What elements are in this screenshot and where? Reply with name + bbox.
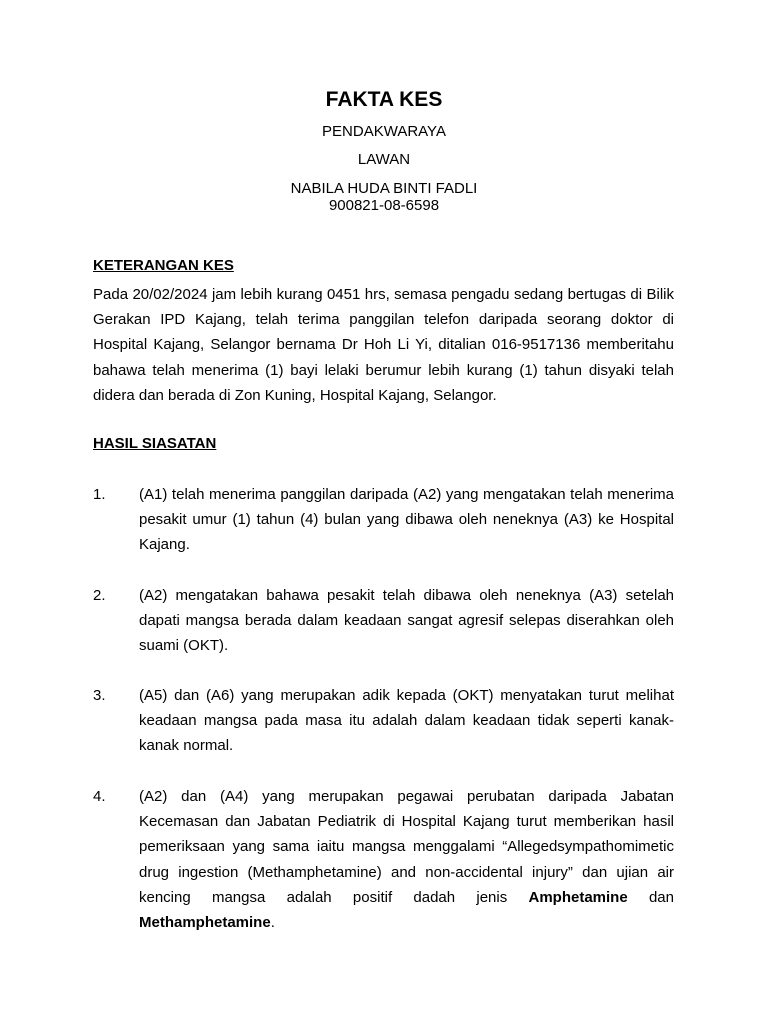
- versus-label: LAWAN: [357, 151, 411, 168]
- list-item-number: 3.: [93, 687, 106, 704]
- siasatan-heading: HASIL SIASATAN: [93, 435, 217, 452]
- document-title: FAKTA KES: [325, 88, 443, 111]
- drug-name-amphetamine: Amphetamine: [528, 888, 628, 906]
- list-item-number: 2.: [93, 587, 106, 604]
- list-item-connector: dan: [627, 888, 674, 906]
- accused-id: 900821-08-6598: [328, 197, 440, 214]
- list-item-text: (A5) dan (A6) yang merupakan adik kepada (OKT) menyatakan turut melihat keadaan mangsa pada masa itu adalah dalam keadaan tidak seperti kanak-kanak normal.: [139, 687, 674, 755]
- list-item-text-main: (A2) dan (A4) yang merupakan pegawai perubatan daripada Jabatan Kecemasan dan Jabatan Pediatrik di Hospital Kajang turut memberikan hasil pemeriksaan yang sama iaitu mangsa menggalami “Allegedsympathomimetic drug ingestion (Methamphetamine) and non-accidental injury” dan ujian air kencing mangsa adalah positif dadah jenis: [139, 788, 674, 906]
- party-prosecutor: PENDAKWARAYA: [322, 123, 446, 140]
- list-item-end: .: [270, 914, 275, 932]
- list-item-number: 4.: [93, 788, 106, 805]
- list-item-text: (A1) telah menerima panggilan daripada (A2) yang mengatakan telah menerima pesakit umur (1) tahun (4) bulan yang dibawa oleh neneknya (A3) ke Hospital Kajang.: [139, 486, 674, 554]
- drug-name-methamphetamine: Methamphetamine: [139, 914, 271, 932]
- list-item-text: (A2) mengatakan bahawa pesakit telah dibawa oleh neneknya (A3) setelah dapati mangsa berada dalam keadaan sangat agresif selepas diserahkan oleh suami (OKT).: [139, 587, 674, 655]
- keterangan-body: Pada 20/02/2024 jam lebih kurang 0451 hrs, semasa pengadu sedang bertugas di Bilik Gerakan IPD Kajang, telah terima panggilan telefon daripada seorang doktor di Hospital Kajang, Selangor bernama Dr Hoh Li Yi, ditalian 016-9517136 memberitahu bahawa telah menerima (1) bayi lelaki berumur lebih kurang (1) tahun disyaki telah didera dan berada di Zon Kuning, Hospital Kajang, Selangor.: [93, 286, 674, 404]
- list-item-number: 1.: [93, 486, 106, 503]
- keterangan-heading: KETERANGAN KES: [93, 257, 234, 274]
- list-item-text: [139, 784, 674, 935]
- accused-name: NABILA HUDA BINTI FADLI: [290, 180, 478, 197]
